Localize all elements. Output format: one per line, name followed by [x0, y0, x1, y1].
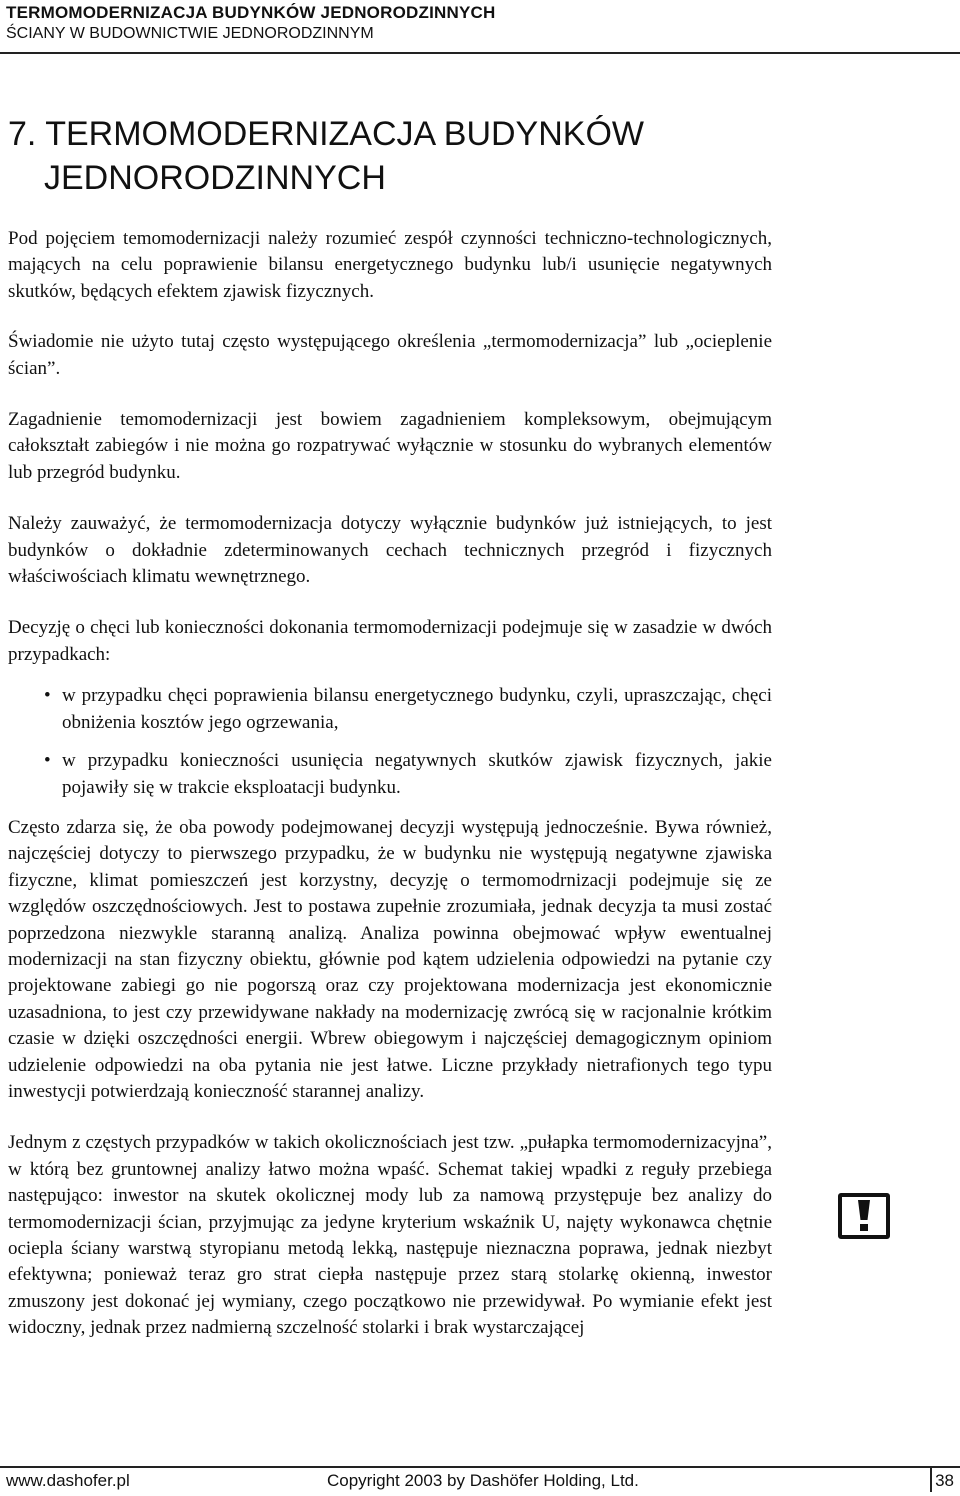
list-item — [8, 748, 772, 801]
paragraph: Często zdarza się, że oba powody podejmowanej decyzji występują jednocześnie. Bywa również, najczęściej dotyczy to pierwszego przypadku, że w budynku nie występują negatywne zjawiska fizyczne, klimat pomieszczeń jest korzystny, decyzję o termomodrnizacji podejmuje się ze względów oszczędnościowych. Jest to postawa zupełnie zrozumiała, jednak decyzja ta musi zostać poprzedzona niezwykle staranną analizą. Analiza powinna obejmować wpływ ewentualnej modernizacji na stan fizyczny obiektu, głównie pod kątem udzielenia odpowiedzi na pytanie czy projektowane zabiegi go nie pogorszą oraz czy projektowana modernizacja jest ekonomicznie uzasadniona, to jest czy przewidywane nakłady na modernizację zwrócą się w racjonalnie krótkim czasie w dzięki oszczędności energii. Wbrew obiegowym i najczęściej demagogicznym opiniom udzielenie odpowiedzi na oba pytania nie jest łatwe. Liczne przykłady nietrafionych tego typu inwestycji potwierdzają konieczność starannej analizy. — [8, 816, 772, 1102]
list-item-text: w przypadku chęci poprawienia bilansu energetycznego budynku, czyli, upraszczając, chęci obniżenia kosztów jego ogrzewania, — [62, 685, 772, 733]
exclamation-glyph — [856, 1200, 872, 1232]
paragraph: Świadomie nie użyto tutaj często występującego określenia „termomodernizacja” lub „ocieplenie ścian”. — [8, 331, 772, 379]
footer-copyright: Copyright 2003 by Dashöfer Holding, Ltd. — [327, 1471, 639, 1490]
bullet-icon: • — [44, 750, 51, 772]
page-number: 38 — [935, 1471, 954, 1490]
chapter-title-line2: JEDNORODZINNYCH — [44, 159, 386, 197]
paragraph: Zagadnienie temomodernizacji jest bowiem zagadnieniem kompleksowym, obejmującym całokształt zabiegów i nie można go rozpatrywać wyłącznie w stosunku do wybranych elementów lub przegród budynku. — [8, 409, 772, 483]
bullet-list — [8, 683, 772, 801]
header-divider — [0, 52, 960, 54]
list-item-text: w przypadku konieczności usunięcia negatywnych skutków zjawisk fizycznych, jakie pojawiły się w trakcie eksploatacji budynku. — [62, 750, 772, 798]
header-title: TERMOMODERNIZACJA BUDYNKÓW JEDNORODZINNYCH — [6, 3, 496, 22]
list-item — [8, 683, 772, 736]
footer-website: www.dashofer.pl — [6, 1471, 130, 1490]
paragraph: Decyzję o chęci lub konieczności dokonania termomodernizacji podejmuje się w zasadzie w dwóch przypadkach: — [8, 617, 772, 665]
bullet-icon: • — [44, 685, 51, 707]
chapter-number: 7. — [8, 115, 37, 153]
chapter-title-line1: TERMOMODERNIZACJA BUDYNKÓW — [45, 115, 645, 153]
header-subtitle: ŚCIANY W BUDOWNICTWIE JEDNORODZINNYM — [6, 25, 374, 42]
paragraph: Pod pojęciem temomodernizacji należy rozumieć zespół czynności techniczno-technologicznych, mających na celu poprawienie bilansu energetycznego budynku lub/i usunięcie negatywnych skutków, będących efektem zjawisk fizycznych. — [8, 228, 772, 302]
chapter-title — [8, 112, 768, 200]
footer-divider — [0, 1466, 960, 1468]
warning-exclamation-icon — [838, 1193, 890, 1239]
paragraph: Jednym z częstych przypadków w takich okolicznościach jest tzw. „pułapka termomodernizacyjna”, w którą bez gruntownej analizy łatwo można wpaść. Schemat takiej wpadki z reguły przebiega następująco: inwestor na skutek okolicznej mody lub za namową przystępuje bez analizy do termomodernizacji ścian, przyjmując za jedyne kryterium wskaźnik U, najęty wykonawca chętnie ociepla ściany warstwą styropianu metodą lekką, następuje nieznaczna poprawa, jednak niezbyt efektywna; ponieważ teraz gro strat ciepła następuje przez starą stolarkę okienną, inwestor zmuszony jest dokonać jej wymiany, czego początkowo nie przewidywał. Po wymianie efekt jest widoczny, jednak przez nadmierną szczelność stolarki i brak wystarczającej — [8, 1132, 772, 1339]
running-header — [6, 2, 946, 44]
body-text — [8, 226, 772, 1342]
footer-separator — [930, 1466, 932, 1492]
paragraph: Należy zauważyć, że termomodernizacja dotyczy wyłącznie budynków już istniejących, to jest budynków o dokładnie zdeterminowanych cechach technicznych przegród i fizycznych właściwościach klimatu wewnętrznego. — [8, 513, 772, 588]
